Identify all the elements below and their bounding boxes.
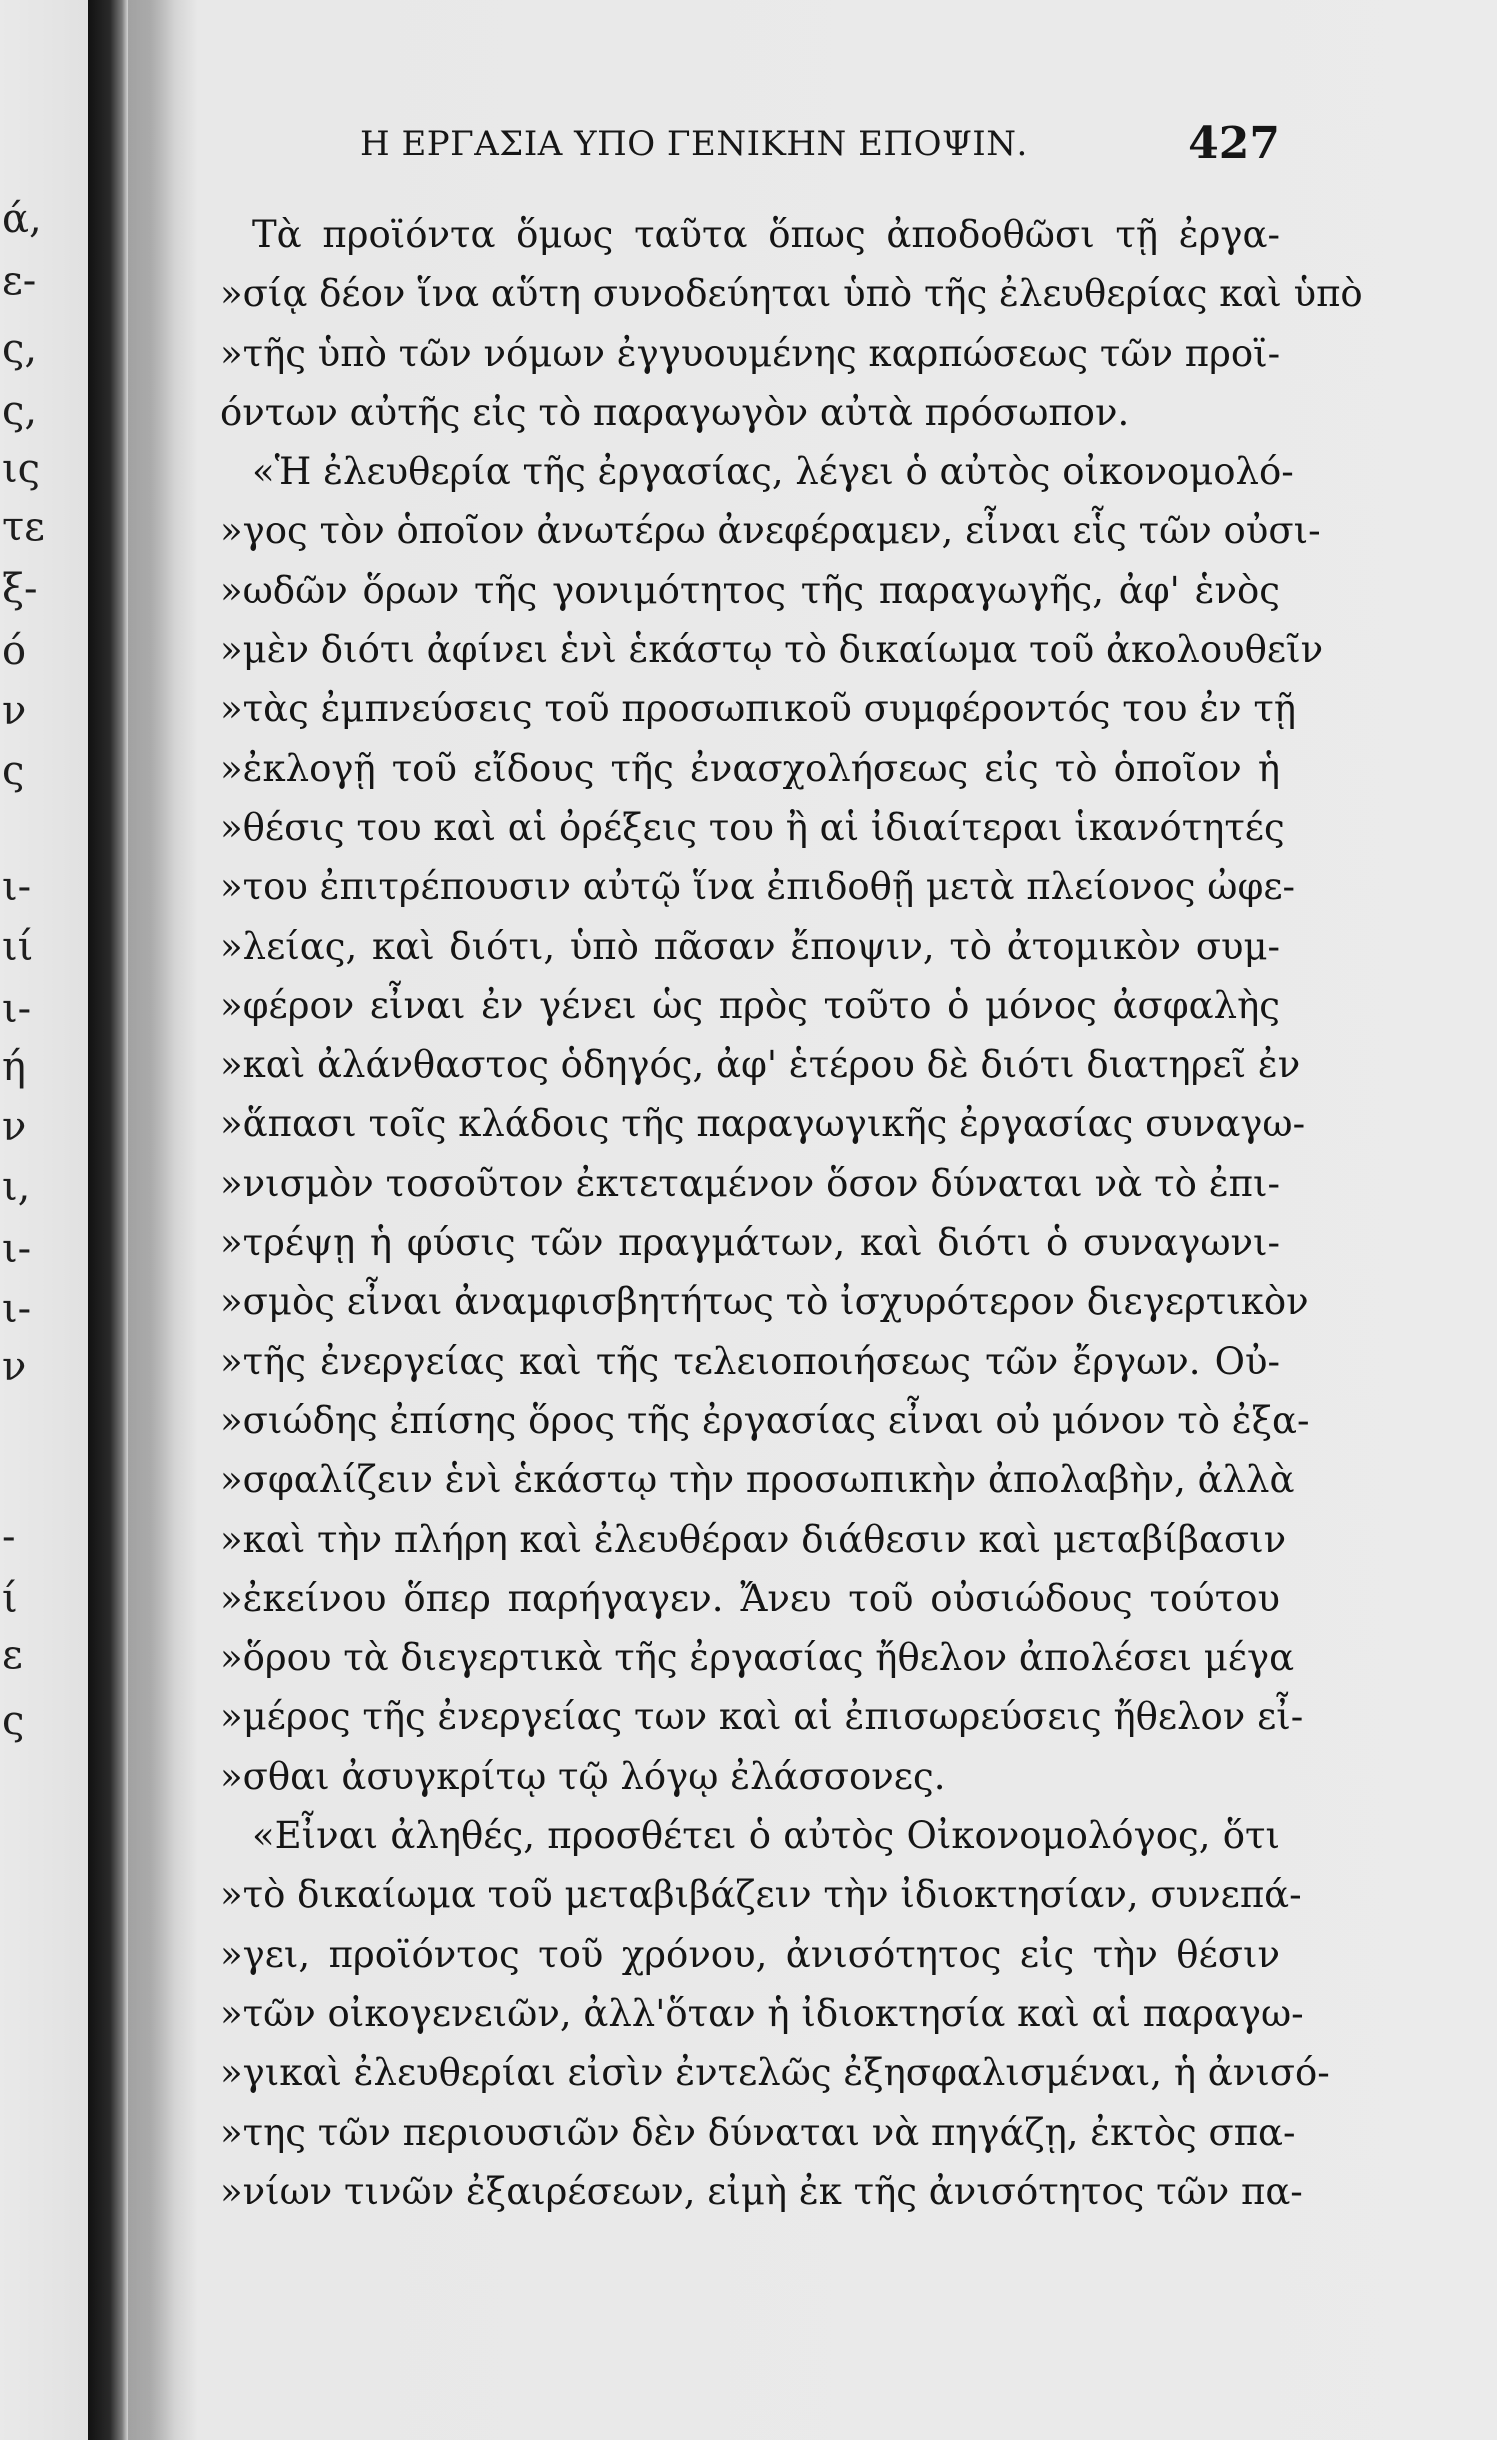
margin-fragment: ν	[2, 688, 27, 734]
text-line: »τὸ δικαίωμα τοῦ μεταβιβάζειν τὴν ἰδιοκτησίαν, συνεπά-	[220, 1873, 1302, 1917]
margin-fragment: ξ-	[2, 566, 38, 612]
text-line: «Εἶναι ἀληθές, προσθέτει ὁ αὐτὸς Οἰκονομολόγος, ὅτι	[252, 1814, 1280, 1858]
margin-fragment: ε-	[2, 258, 37, 304]
body-text	[220, 205, 1363, 2221]
text-line: »ἐκλογῇ τοῦ εἴδους τῆς ἐνασχολήσεως εἰς τὸ ὁποῖον ἡ	[220, 746, 1280, 790]
margin-fragment: ε	[2, 1632, 23, 1678]
margin-fragment: ι-	[2, 1286, 32, 1332]
text-line: »φέρον εἶναι ἐν γένει ὡς πρὸς τοῦτο ὁ μόνος ἀσφαλὴς	[220, 983, 1280, 1027]
text-line: »τῆς ἐνεργείας καὶ τῆς τελειοποιήσεως τῶν ἔργων. Οὐ-	[220, 1339, 1280, 1383]
text-line: »τὰς ἐμπνεύσεις τοῦ προσωπικοῦ συμφέροντός του ἐν τῇ	[220, 687, 1296, 731]
margin-fragment: ι-	[2, 864, 32, 910]
page-number: 427	[1188, 118, 1280, 169]
margin-fragment: ι-	[2, 1226, 32, 1272]
margin-fragment: ς,	[2, 388, 38, 434]
text-line: »τρέψῃ ἡ φύσις τῶν πραγμάτων, καὶ διότι ὁ συναγωνι-	[220, 1221, 1280, 1265]
text-line: »νισμὸν τοσοῦτον ἐκτεταμένον ὅσον δύναται νὰ τὸ ἐπι-	[220, 1161, 1280, 1205]
text-line: »μέρος τῆς ἐνεργείας των καὶ αἱ ἐπισωρεύσεις ἤθελον εἶ-	[220, 1695, 1304, 1739]
margin-fragment: ς	[2, 748, 25, 794]
text-line: »γος τὸν ὁποῖον ἀνωτέρω ἀνεφέραμεν, εἶναι εἷς τῶν οὐσι-	[220, 509, 1321, 553]
text-line: »νίων τινῶν ἐξαιρέσεων, εἰμὴ ἐκ τῆς ἀνισότητος τῶν πα-	[220, 2169, 1303, 2213]
running-head: Η ΕΡΓΑΣΙΑ ΥΠΟ ΓΕΝΙΚΗΝ ΕΠΟΨΙΝ.	[360, 124, 1028, 164]
text-line: »καὶ τὴν πλήρη καὶ ἐλευθέραν διάθεσιν καὶ μεταβίβασιν	[220, 1517, 1287, 1561]
margin-fragment: ί	[2, 1576, 18, 1622]
text-line: όντων αὐτῆς εἰς τὸ παραγωγὸν αὐτὰ πρόσωπον.	[220, 390, 1130, 434]
margin-fragment: ιί	[2, 924, 34, 970]
margin-fragment: ι-	[2, 986, 32, 1032]
facing-page-fragments	[0, 190, 60, 1744]
text-line: »γει, προϊόντος τοῦ χρόνου, ἀνισότητος εἰς τὴν θέσιν	[220, 1932, 1280, 1976]
text-line: »ἐκείνου ὅπερ παρήγαγεν. Ἄνευ τοῦ οὐσιώδους τούτου	[220, 1576, 1280, 1620]
text-line: »τῶν οἰκογενειῶν, ἀλλ'ὅταν ἡ ἰδιοκτησία καὶ αἱ παραγω-	[220, 1991, 1304, 2035]
margin-fragment: ν	[2, 1344, 27, 1390]
margin-fragment: -	[2, 1514, 16, 1560]
margin-fragment: ν	[2, 1104, 27, 1150]
text-line: »σμὸς εἶναι ἀναμφισβητήτως τὸ ἰσχυρότερον διεγερτικὸν	[220, 1280, 1309, 1324]
text-line: »ἅπασι τοῖς κλάδοις τῆς παραγωγικῆς ἐργασίας συναγω-	[220, 1102, 1306, 1146]
text-line: »ὅρου τὰ διεγερτικὰ τῆς ἐργασίας ἤθελον ἀπολέσει μέγα	[220, 1636, 1295, 1680]
text-line: »σφαλίζειν ἑνὶ ἑκάστῳ τὴν προσωπικὴν ἀπολαβὴν, ἀλλὰ	[220, 1458, 1295, 1502]
page-header	[360, 118, 1280, 178]
text-line: »μὲν διότι ἀφίνει ἑνὶ ἑκάστῳ τὸ δικαίωμα τοῦ ἀκολουθεῖν	[220, 628, 1324, 672]
text-line: »του ἐπιτρέπουσιν αὐτῷ ἵνα ἐπιδοθῇ μετὰ πλείονος ὠφε-	[220, 865, 1296, 909]
text-line: »τῆς ὑπὸ τῶν νόμων ἐγγυουμένης καρπώσεως τῶν προϊ-	[220, 331, 1281, 375]
text-line: »σίᾳ δέον ἵνα αὕτη συνοδεύηται ὑπὸ τῆς ἐλευθερίας καὶ ὑπὸ	[220, 272, 1363, 316]
text-line: «Ἡ ἐλευθερία τῆς ἐργασίας, λέγει ὁ αὐτὸς οἰκονομολό-	[252, 450, 1294, 494]
text-line: »θέσις του καὶ αἱ ὀρέξεις του ἢ αἱ ἰδιαίτεραι ἱκανότητές	[220, 805, 1285, 849]
text-line: »γικαὶ ἐλευθερίαι εἰσὶν ἐντελῶς ἐξησφαλισμέναι, ἡ ἀνισό-	[220, 2051, 1330, 2095]
margin-fragment: ις	[2, 446, 41, 492]
gutter-shadow	[128, 0, 198, 2440]
book-gutter	[88, 0, 128, 2440]
margin-fragment: ό	[2, 628, 27, 674]
margin-fragment: ή	[2, 1044, 26, 1090]
text-line: »σθαι ἀσυγκρίτῳ τῷ λόγῳ ἐλάσσονες.	[220, 1754, 946, 1798]
text-line: »της τῶν περιουσιῶν δὲν δύναται νὰ πηγάζῃ, ἐκτὸς σπα-	[220, 2110, 1296, 2154]
margin-fragment: ι,	[2, 1164, 31, 1210]
text-line: »σιώδης ἐπίσης ὅρος τῆς ἐργασίας εἶναι οὐ μόνον τὸ ἐξα-	[220, 1398, 1310, 1442]
margin-fragment: ς	[2, 1698, 25, 1744]
text-line: Τὰ προϊόντα ὅμως ταῦτα ὅπως ἀποδοθῶσι τῇ ἐργα-	[252, 213, 1280, 256]
margin-fragment: τε	[2, 504, 45, 550]
text-line: »καὶ ἀλάνθαστος ὁδηγός, ἀφ' ἑτέρου δὲ διότι διατηρεῖ ἐν	[220, 1043, 1301, 1087]
margin-fragment: ά,	[2, 196, 42, 242]
text-line: »λείας, καὶ διότι, ὑπὸ πᾶσαν ἔποψιν, τὸ ἀτομικὸν συμ-	[220, 924, 1280, 968]
margin-fragment: ς,	[2, 326, 38, 372]
text-line: »ωδῶν ὅρων τῆς γονιμότητος τῆς παραγωγῆς, ἀφ' ἑνὸς	[220, 568, 1280, 612]
